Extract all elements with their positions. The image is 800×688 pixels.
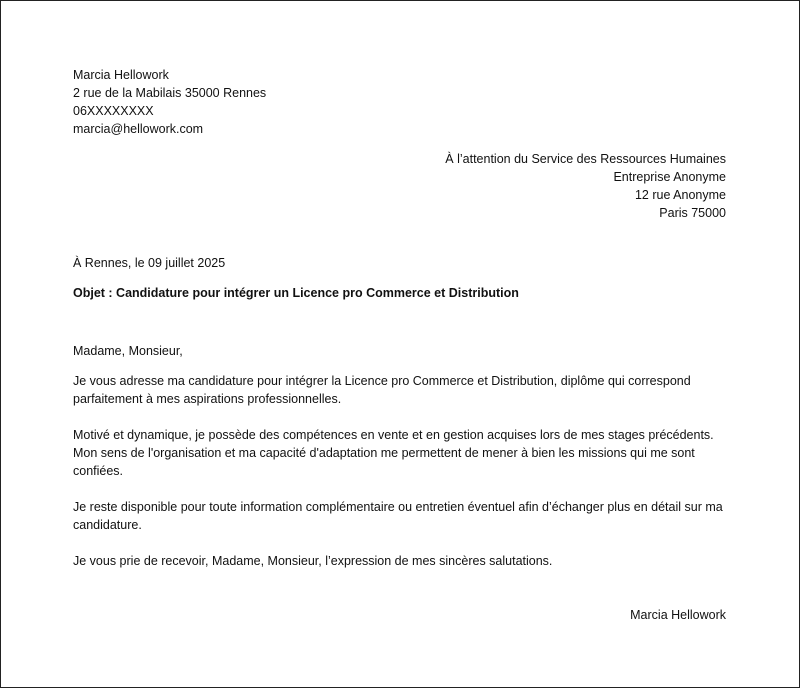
sender-address: 2 rue de la Mabilais 35000 Rennes <box>73 86 267 100</box>
salutation: Madame, Monsieur, <box>73 344 183 358</box>
recipient-attention: À l’attention du Service des Ressources Humaines <box>445 152 726 166</box>
recipient-city: Paris 75000 <box>659 206 726 220</box>
sender-email: marcia@hellowork.com <box>73 122 204 136</box>
paragraph-intro: Je vous adresse ma candidature pour intégrer la Licence pro Commerce et Distribution, diplôme qui correspond parfaitement à mes aspirations professionnelles. <box>73 374 691 406</box>
sender-phone: 06XXXXXXXX <box>73 104 154 118</box>
signature: Marcia Hellowork <box>630 608 726 622</box>
date-line: À Rennes, le 09 juillet 2025 <box>73 256 226 270</box>
paragraph-closing: Je vous prie de recevoir, Madame, Monsieur, l’expression de mes sincères salutations. <box>73 554 553 568</box>
recipient-street: 12 rue Anonyme <box>634 188 726 202</box>
sender-name: Marcia Hellowork <box>73 68 169 82</box>
recipient-company: Entreprise Anonyme <box>613 170 726 184</box>
subject-line: Objet : Candidature pour intégrer un Licence pro Commerce et Distribution <box>73 286 519 300</box>
paragraph-availability: Je reste disponible pour toute information complémentaire ou entretien éventuel afin d’échanger plus en détail sur ma candidature. <box>73 500 723 532</box>
paragraph-skills: Motivé et dynamique, je possède des compétences en vente et en gestion acquises lors de mes stages précédents. Mon sens de l'organisation et ma capacité d'adaptation me permettent de mener à bien les missions qui me sont confiées. <box>73 428 714 478</box>
